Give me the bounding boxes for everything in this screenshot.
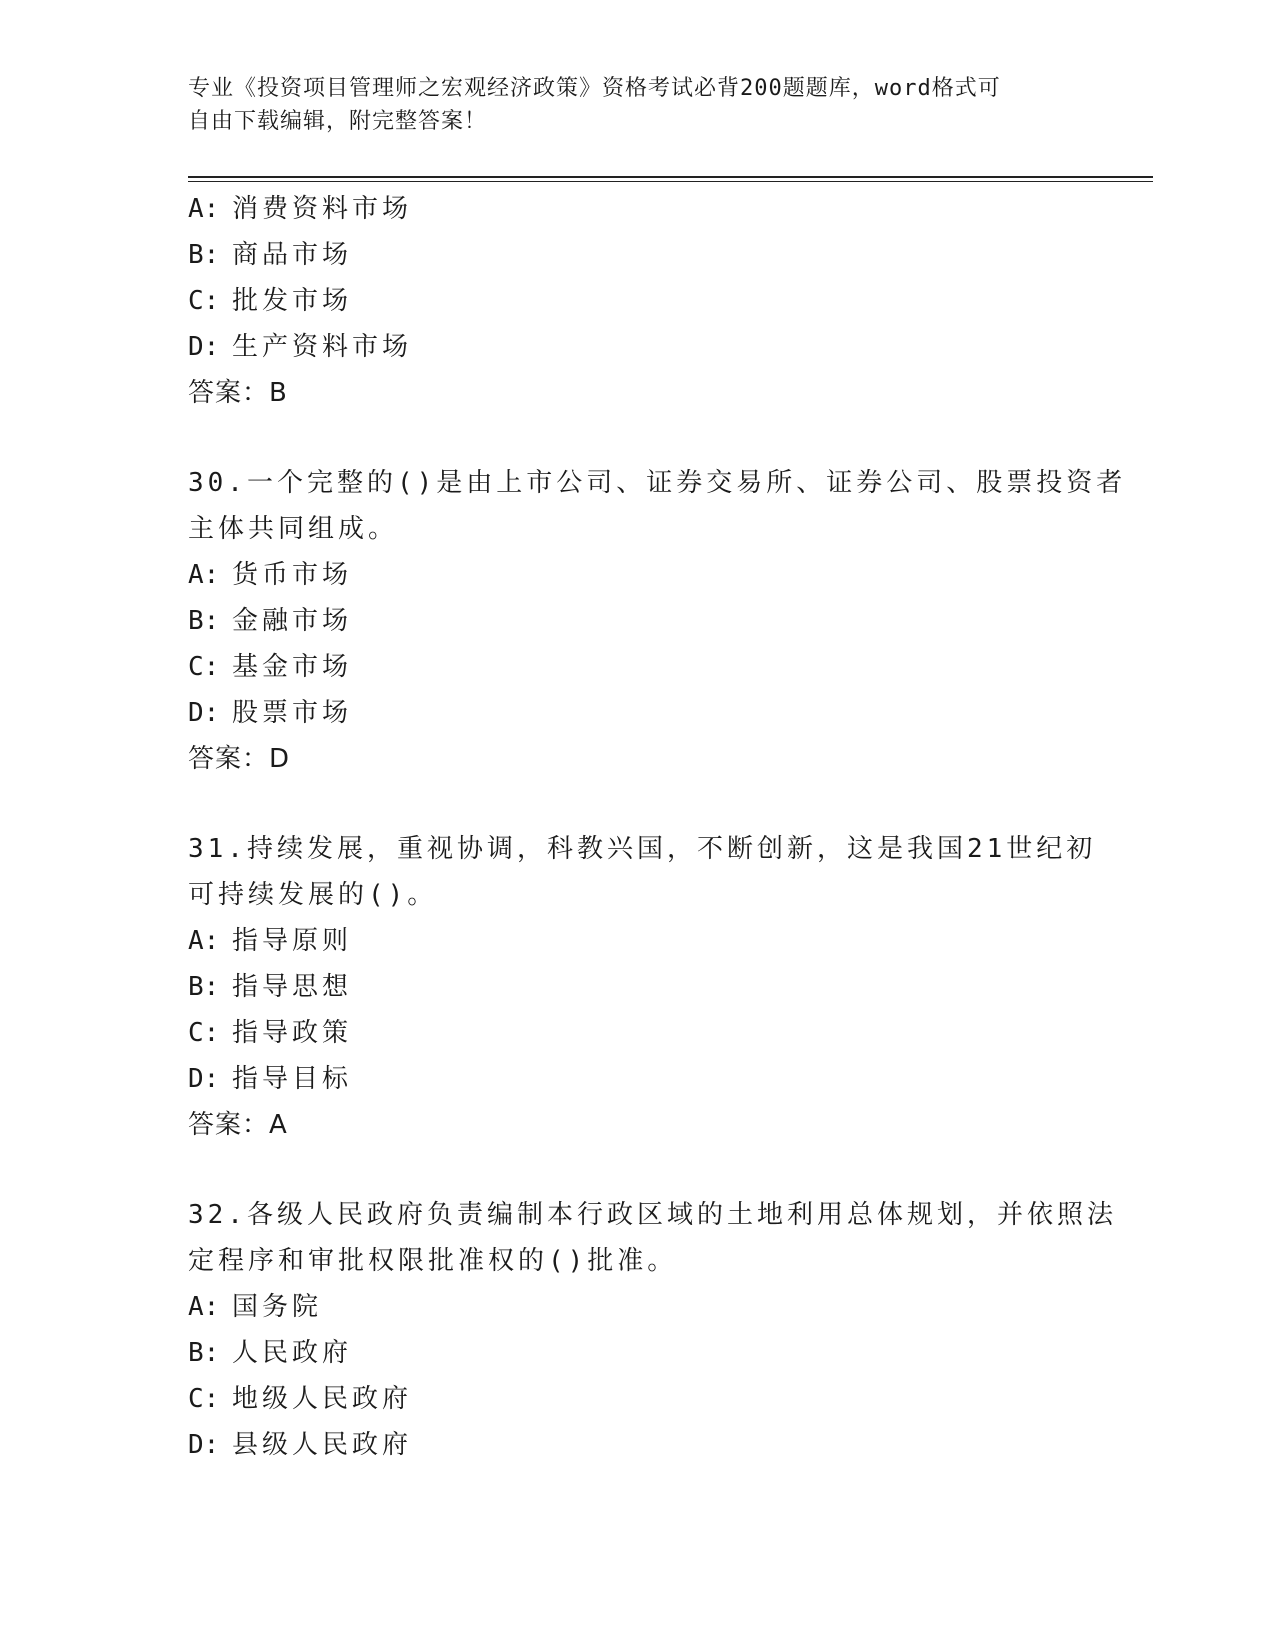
question-29 — [188, 186, 1088, 416]
question-stem-line-2: 可持续发展的()。 — [188, 880, 438, 910]
header-line-2: 自由下载编辑，附完整答案！ — [188, 109, 488, 134]
answer-line: 答案：A — [188, 1110, 288, 1140]
option-d: D: 生产资料市场 — [188, 332, 413, 362]
option-a: A: 货币市场 — [188, 560, 353, 590]
option-a: A: 国务院 — [188, 1292, 323, 1322]
header-line-1: 专业《投资项目管理师之宏观经济政策》资格考试必背200题题库，word格式可 — [188, 76, 1001, 101]
question-list — [188, 186, 1127, 1468]
question-31 — [188, 826, 1097, 1148]
answer-line: 答案：B — [188, 378, 288, 408]
question-stem-line-1: 32.各级人民政府负责编制本行政区域的土地利用总体规划，并依照法 — [188, 1200, 1117, 1230]
option-b: B: 指导思想 — [188, 972, 353, 1002]
option-b: B: 商品市场 — [188, 240, 353, 270]
spacer — [188, 416, 1088, 460]
question-30 — [188, 460, 1127, 782]
option-d: D: 县级人民政府 — [188, 1430, 413, 1460]
answer-line: 答案：D — [188, 744, 291, 774]
question-stem-line-2: 主体共同组成。 — [188, 514, 399, 544]
question-32 — [188, 1192, 1117, 1468]
option-c: C: 基金市场 — [188, 652, 353, 682]
question-stem-line-1: 31.持续发展，重视协调，科教兴国，不断创新，这是我国21世纪初 — [188, 834, 1097, 864]
option-d: D: 股票市场 — [188, 698, 353, 728]
option-c: C: 指导政策 — [188, 1018, 353, 1048]
document-header — [188, 72, 1088, 138]
option-d: D: 指导目标 — [188, 1064, 353, 1094]
spacer — [188, 782, 1088, 826]
header-divider-thin — [188, 181, 1153, 182]
option-c: C: 批发市场 — [188, 286, 353, 316]
option-c: C: 地级人民政府 — [188, 1384, 413, 1414]
option-a: A: 指导原则 — [188, 926, 353, 956]
option-b: B: 人民政府 — [188, 1338, 353, 1368]
question-stem-line-1: 30.一个完整的()是由上市公司、证券交易所、证券公司、股票投资者 — [188, 468, 1127, 498]
question-stem-line-2: 定程序和审批权限批准权的()批准。 — [188, 1246, 678, 1276]
option-b: B: 金融市场 — [188, 606, 353, 636]
spacer — [188, 1148, 1088, 1192]
header-divider-thick — [188, 176, 1153, 178]
option-a: A: 消费资料市场 — [188, 194, 413, 224]
